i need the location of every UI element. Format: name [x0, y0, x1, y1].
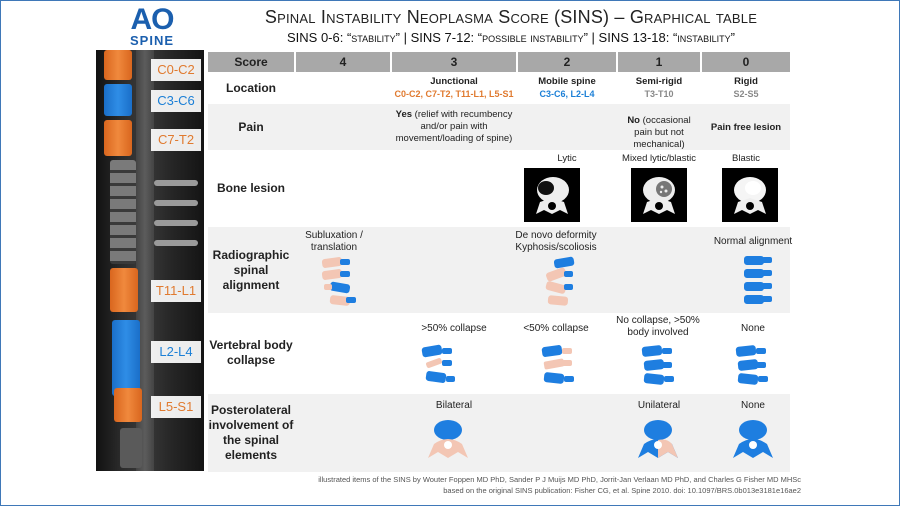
page-subtitle: SINS 0-6: “stability” | SINS 7-12: “possible instability” | SINS 13-18: “instability” [287, 30, 735, 45]
header-score-4: 4 [296, 52, 390, 72]
collapse-score-3-label: >50% collapse [421, 323, 487, 334]
bone-score-1-label: Mixed lytic/blastic [622, 153, 696, 164]
footer-credits: illustrated items of the SINS by Wouter Foppen MD PhD, Sander P J Muijs MD PhD, Jorrit-Jan Verlaan MD PhD, and Charles G Fisher MD MHSc based on the original SINS publication: Fisher CG, et al. Spine 2010. doi: 10.1097/BRS.0b013e3181e16ae2 [318, 475, 801, 495]
subluxation-spine-icon [318, 256, 358, 310]
header-score-2: 2 [518, 52, 616, 72]
row-label-alignment: Radiographic spinal alignment [212, 247, 290, 292]
lytic-lesion-image [524, 168, 580, 222]
logo-ao-text: AO [130, 3, 174, 36]
row-label-location: Location [226, 80, 276, 95]
bone-score-0-label: Blastic [732, 153, 760, 164]
no-collapse-spine-icon [638, 344, 678, 390]
alignment-score-2-label: De novo deformity Kyphosis/scoliosis [515, 230, 597, 253]
segment-label-l2-l4: L2-L4 [151, 341, 201, 363]
bilateral-vertebra-icon [424, 418, 472, 462]
row-label-collapse: Vertebral body collapse [209, 338, 293, 367]
collapse-score-0-label: None [741, 323, 765, 334]
mixed-lesion-image [631, 168, 687, 222]
l2-l4-vertebrae-highlight [112, 320, 140, 396]
segment-label-c7-t2: C7-T2 [151, 129, 201, 151]
kyphosis-spine-icon [540, 256, 580, 310]
c0-c2-vertebrae-highlight [104, 50, 132, 80]
none-vertebra-icon [729, 418, 777, 462]
unilateral-vertebra-icon [634, 418, 682, 462]
header-score-3: 3 [392, 52, 516, 72]
segment-label-t11-l1: T11-L1 [151, 280, 201, 302]
segment-label-l5-s1: L5-S1 [151, 396, 201, 418]
c7-t2-vertebrae-highlight [104, 120, 132, 156]
location-score-0: Rigid S2-S5 [733, 76, 759, 99]
blastic-lesion-image [722, 168, 778, 222]
c3-c6-vertebrae-highlight [104, 84, 132, 116]
l5-s1-vertebrae-highlight [114, 388, 142, 422]
row-label-posterolateral: Posterolateral involvement of the spinal elements [208, 403, 294, 462]
collapse-gt50-spine-icon [418, 344, 458, 390]
none-collapse-spine-icon [732, 344, 772, 390]
logo-spine-text: SPINE [129, 33, 174, 48]
t11-l1-vertebrae-highlight [110, 268, 138, 312]
header-score-0: 0 [702, 52, 790, 72]
collapse-score-2-label: <50% collapse [523, 323, 589, 334]
pain-score-0: Pain free lesion [710, 122, 782, 133]
row-label-bone-lesion: Bone lesion [216, 180, 285, 195]
posterolateral-score-3-label: Bilateral [435, 400, 473, 411]
posterolateral-score-0-label: None [741, 400, 765, 411]
posterolateral-score-1-label: Unilateral [637, 400, 681, 411]
pain-score-1: No (occasional pain but not mechanical) [627, 115, 691, 150]
segment-label-c0-c2: C0-C2 [151, 59, 201, 81]
page-title: Spinal Instability Neoplasma Score (SINS) – Graphical table [264, 7, 758, 27]
bone-score-2-label: Lytic [557, 153, 577, 164]
ao-spine-logo [122, 5, 182, 47]
alignment-score-4-label: Subluxation / translation [305, 230, 363, 253]
pain-score-3: Yes (relief with recumbency and/or pain with movement/loading of spine) [395, 109, 513, 144]
alignment-score-0-label: Normal alignment [713, 236, 793, 247]
header-score-1: 1 [618, 52, 700, 72]
header-score: Score [208, 52, 294, 72]
location-score-2: Mobile spine C3-C6, L2-L4 [538, 76, 596, 99]
collapse-score-1-label: No collapse, >50% body involved [616, 315, 700, 338]
normal-alignment-spine-icon [738, 254, 778, 312]
location-score-3: Junctional C0-C2, C7-T2, T11-L1, L5-S1 [394, 76, 514, 99]
row-label-pain: Pain [238, 119, 264, 134]
collapse-lt50-spine-icon [538, 344, 578, 390]
segment-label-c3-c6: C3-C6 [151, 90, 201, 112]
location-score-1: Semi-rigid T3-T10 [635, 76, 683, 99]
